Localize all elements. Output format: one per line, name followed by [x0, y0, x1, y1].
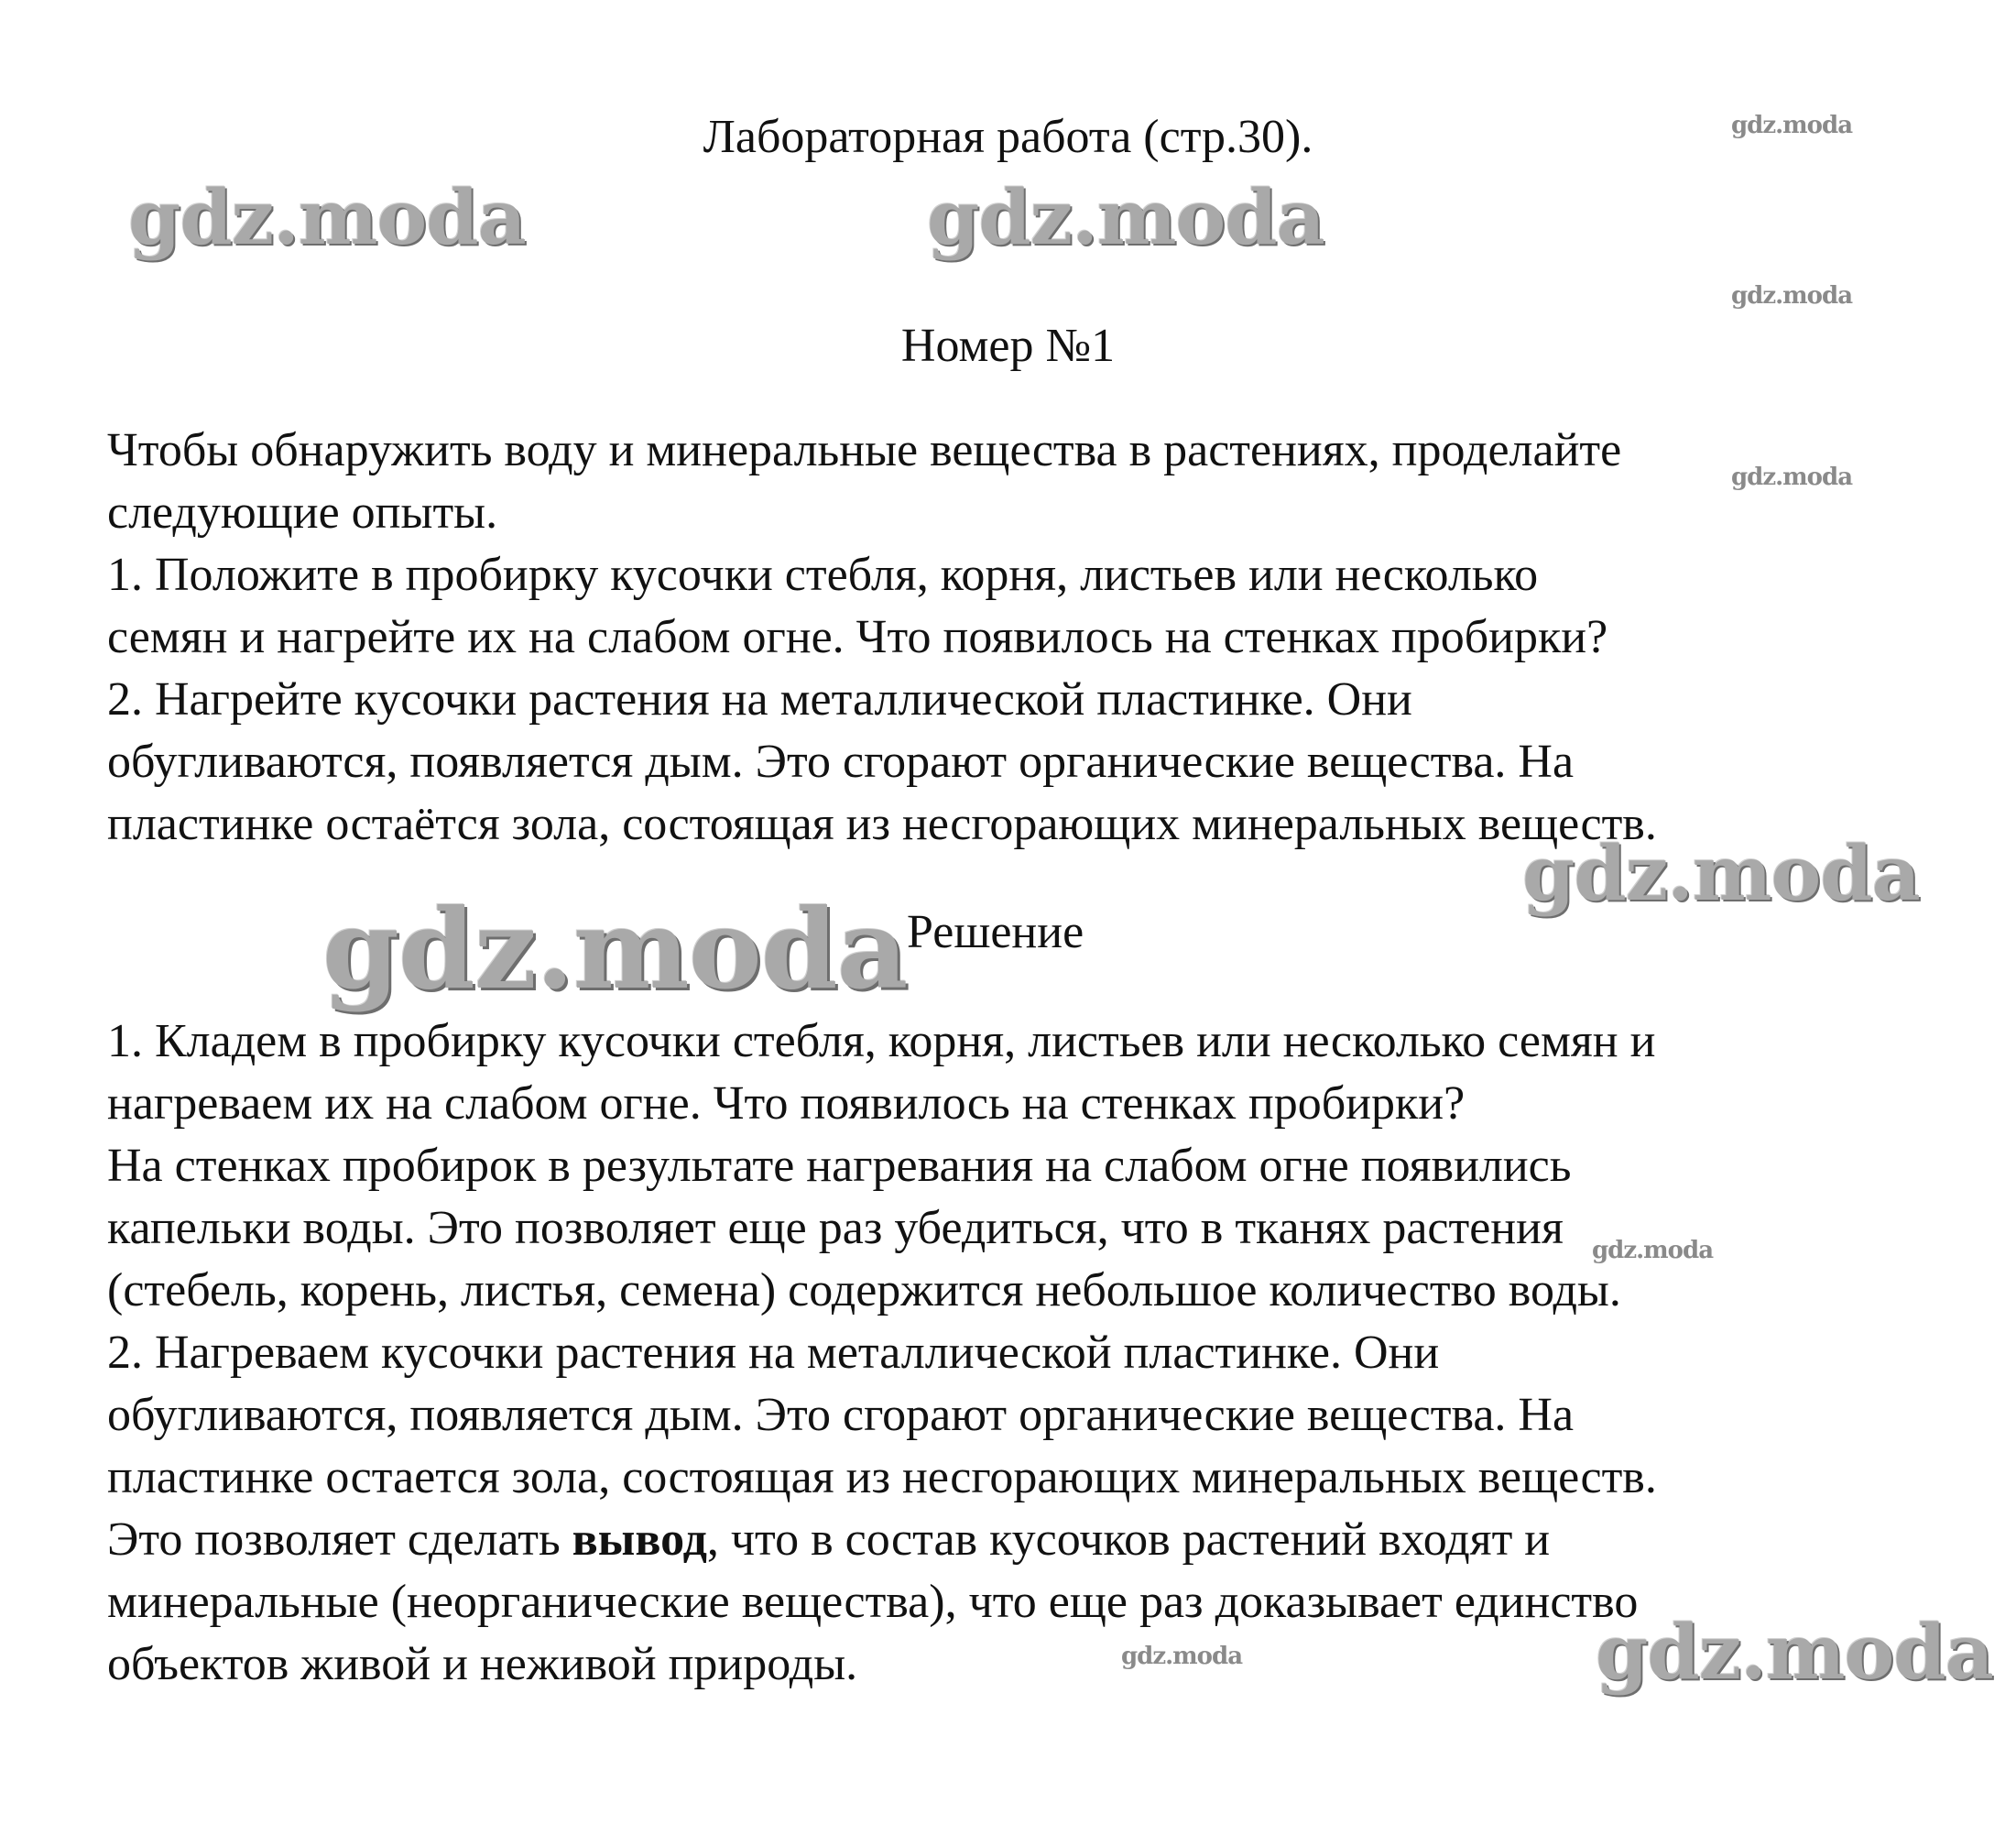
task-line: семян и нагрейте их на слабом огне. Что появилось на стенках пробирки? — [107, 611, 1608, 663]
watermark-top-center: gdz.moda — [927, 174, 1324, 262]
solution-line: (стебель, корень, листья, семена) содержится небольшое количество воды. — [107, 1264, 1621, 1316]
conclusion-suffix: , что в состав кусочков растений входят и — [706, 1513, 1551, 1566]
task-line: Чтобы обнаружить воду и минеральные вещества в растениях, проделайте — [107, 424, 1622, 476]
solution-heading: Решение — [907, 906, 1084, 958]
conclusion-line: объектов живой и неживой природы. — [107, 1638, 858, 1690]
page-title: Лабораторная работа (стр.30). — [703, 111, 1313, 163]
task-line: следующие опыты. — [107, 486, 498, 539]
watermark-right-2: gdz.moda — [1731, 282, 1853, 310]
conclusion-line — [107, 1509, 1939, 1571]
watermark-bottom-center: gdz.moda — [1121, 1643, 1243, 1670]
task-line: пластинке остаётся зола, состоящая из несгорающих минеральных веществ. — [107, 798, 1657, 850]
conclusion-keyword: вывод — [572, 1513, 707, 1566]
task-line: 1. Положите в пробирку кусочки стебля, корня, листьев или несколько — [107, 549, 1539, 601]
task-line: 2. Нагрейте кусочки растения на металлической пластинке. Они — [107, 673, 1412, 726]
solution-line: На стенках пробирок в результате нагревания на слабом огне появились — [107, 1140, 1572, 1192]
solution-line: обугливаются, появляется дым. Это сгорают органические вещества. На — [107, 1389, 1575, 1441]
task-text — [107, 420, 1939, 856]
solution-text — [107, 1010, 1939, 1696]
watermark-mid-left: gdz.moda — [322, 885, 908, 1014]
solution-line: нагреваем их на слабом огне. Что появилось на стенках пробирки? — [107, 1077, 1466, 1130]
conclusion-prefix: Это позволяет сделать — [107, 1513, 572, 1566]
watermark-right-3: gdz.moda — [1731, 464, 1853, 491]
solution-line: 1. Кладем в пробирку кусочки стебля, корня, листьев или несколько семян и — [107, 1015, 1656, 1067]
watermark-top-right: gdz.moda — [1731, 112, 1853, 139]
solution-line: капельки воды. Это позволяет еще раз убедиться, что в тканях растения — [107, 1202, 1564, 1254]
task-number: Номер №1 — [900, 320, 1116, 372]
watermark-mid-right-small: gdz.moda — [1592, 1237, 1714, 1264]
watermark-bottom-right: gdz.moda — [1596, 1609, 1993, 1697]
solution-line: 2. Нагреваем кусочки растения на металлической пластинке. Они — [107, 1327, 1440, 1379]
solution-line: пластинке остается зола, состоящая из несгорающих минеральных веществ. — [107, 1451, 1657, 1503]
watermark-top-left: gdz.moda — [128, 174, 526, 262]
watermark-mid-right: gdz.moda — [1522, 830, 1920, 918]
conclusion-line: минеральные (неорганические вещества), что еще раз доказывает единство — [107, 1576, 1639, 1628]
task-line: обугливаются, появляется дым. Это сгорают органические вещества. На — [107, 736, 1575, 788]
